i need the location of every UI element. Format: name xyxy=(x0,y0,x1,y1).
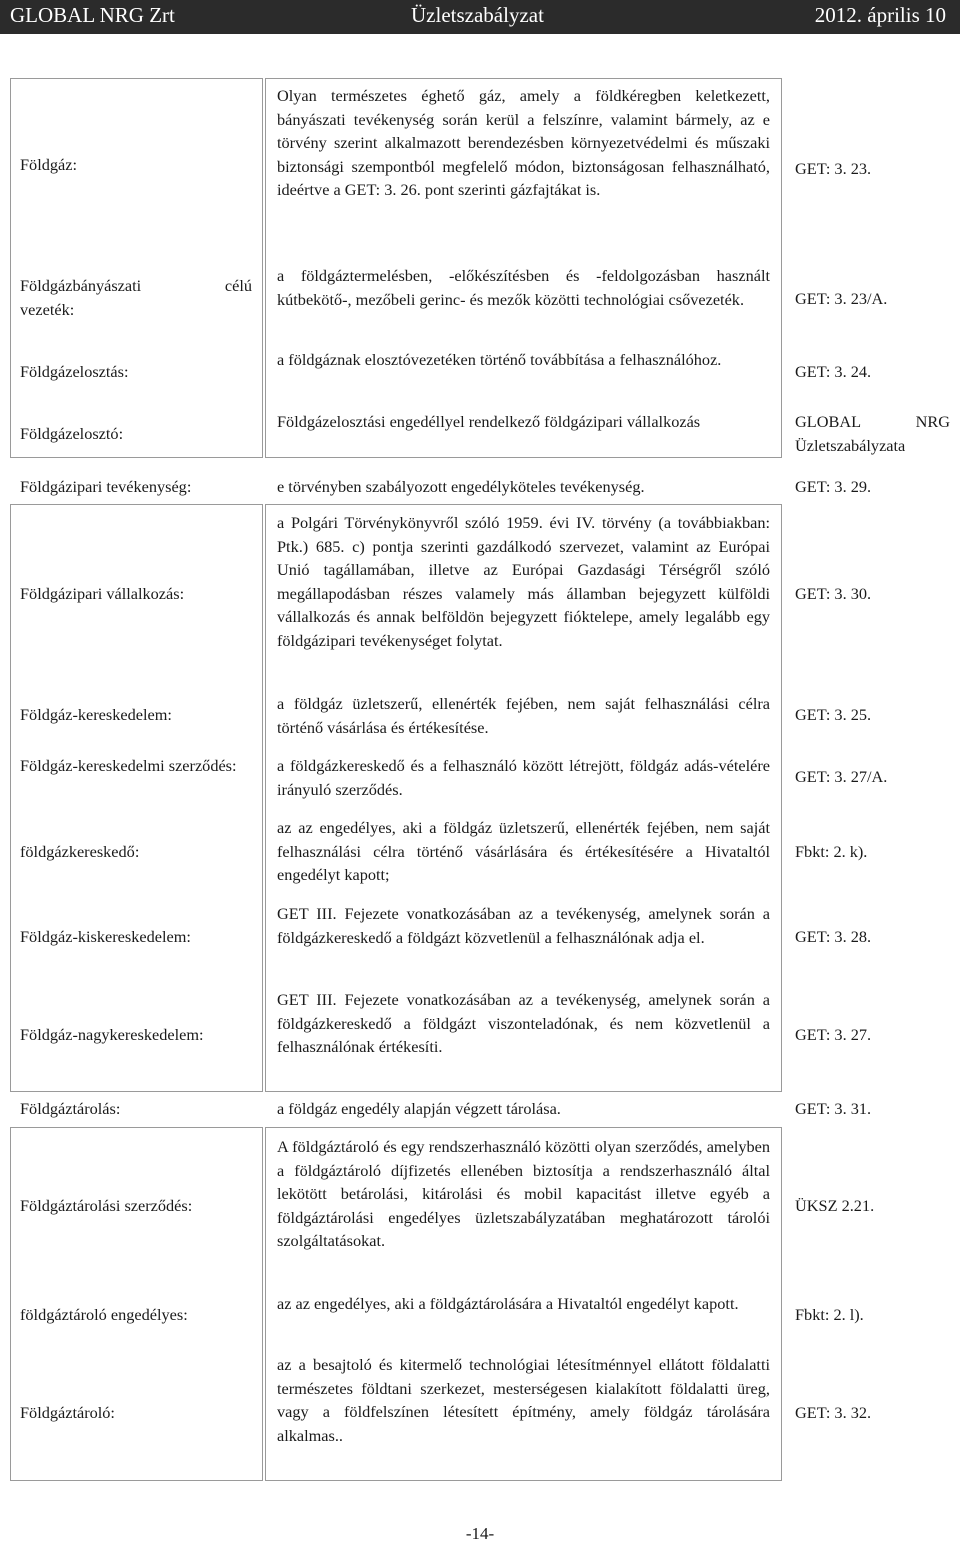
definition-foldgazipari-vallalkozas: a Polgári Törvénykönyvről szóló 1959. évi IV. törvény (a továbbiakban: Ptk.) 685. c) pontja szerinti gazdálkodó szervezet, valamint az Európai Unió tagállamában, illetve az Európai Gazdasági Térségről szóló megállapodásban részes valamely más államban bejegyzett külföldi vállalkozás és annak belföldön bejegyzett fióktelepe, amely legalább egy földgázipari tevékenységet folytat. xyxy=(277,513,770,650)
reference-foldgaztarolasi-szerzodes: ÜKSZ 2.21. xyxy=(795,1196,875,1215)
term-part-1: Földgázbányászati xyxy=(20,276,142,295)
term-foldgaztarolo: Földgáztároló: xyxy=(20,1403,115,1422)
reference-foldgazipari-tevekenyseg: GET: 3. 29. xyxy=(795,477,872,496)
term-foldgaz-kereskedelem: Földgáz-kereskedelem: xyxy=(20,705,172,724)
reference-foldgazipari-vallalkozas: GET: 3. 30. xyxy=(795,584,872,603)
definition-foldgazelosztas: a földgáznak elosztóvezetéken történő továbbítása a felhasználóhoz. xyxy=(277,350,722,369)
definition-foldgaztarolo-engedelyes: az az engedélyes, aki a földgáztárolására a Hivataltól engedélyt kapott. xyxy=(277,1294,739,1313)
reference-foldgaz-kereskedelmi-szerzodes: GET: 3. 27/A. xyxy=(795,767,888,786)
definition-foldgaztarolo: az a besajtoló és kitermelő technológiai létesítménnyel ellátott földalatti természetes földtani szerkezet, mesterségesen kialakított földalatti üreg, vagy a földfelszínen létesített építmény, amely földgáz tárolására alkalmas.. xyxy=(277,1355,770,1445)
term-foldgaztarolas: Földgáztárolás: xyxy=(20,1099,121,1118)
reference-foldgazkereskedo: Fbkt: 2. k). xyxy=(795,842,868,861)
reference-part-2: NRG xyxy=(915,412,950,431)
term-foldgazbanyaszati-vezetek xyxy=(20,274,252,321)
reference-foldgaz: GET: 3. 23. xyxy=(795,159,872,178)
term-column-frame-top xyxy=(10,78,263,458)
header-date: 2012. április 10 xyxy=(814,3,946,27)
page-number: -14- xyxy=(465,1524,495,1543)
definition-foldgaztarolas: a földgáz engedély alapján végzett tárolása. xyxy=(277,1099,561,1118)
definition-foldgazeloszto: Földgázelosztási engedéllyel rendelkező földgázipari vállalkozás xyxy=(277,412,701,431)
term-foldgaztarolo-engedelyes: földgáztároló engedélyes: xyxy=(20,1305,188,1324)
reference-foldgaz-nagykereskedelem: GET: 3. 27. xyxy=(795,1025,872,1044)
definition-foldgaz-kereskedelem: a földgáz üzletszerű, ellenérték fejében, nem saját felhasználási célra történő vásárlása és értékesítése. xyxy=(277,694,770,737)
term-foldgaz: Földgáz: xyxy=(20,155,77,174)
reference-foldgazelosztas: GET: 3. 24. xyxy=(795,362,872,381)
definition-foldgaz-nagykereskedelem: GET III. Fejezete vonatkozásában az a tevékenység, amelynek során a földgázkereskedő a földgázt viszonteladónak, és nem közvetlenül a felhasználónak értékesíti. xyxy=(277,990,770,1056)
term-foldgazeloszto: Földgázelosztó: xyxy=(20,424,124,443)
definition-foldgaztarolasi-szerzodes: A földgáztároló és egy rendszerhasználó közötti olyan szerződés, amelyben a földgáztároló díjfizetés ellenében biztosítja a rendszerhasználó által lekötött betárolási, kitárolási és mobil kapacitást illetve egyéb a földgáztárolási engedélyes üzletszabályzatában meghatározott tárolói szolgáltatásokat. xyxy=(277,1137,770,1250)
term-foldgaz-kereskedelmi-szerzodes: Földgáz-kereskedelmi szerződés: xyxy=(20,756,237,775)
page-header xyxy=(0,0,960,34)
definition-foldgazbanyaszati-vezetek: a földgáztermelésben, -előkészítésben és -feldolgozásban használt kútbekötő-, mezőbeli gerinc- és mezők közötti technológiai csővezeték. xyxy=(277,266,770,309)
term-foldgaz-kiskereskedelem: Földgáz-kiskereskedelem: xyxy=(20,927,191,946)
term-part-3: vezeték: xyxy=(20,299,75,319)
definition-foldgazipari-tevekenyseg: e törvényben szabályozott engedélyköteles tevékenység. xyxy=(277,477,645,496)
term-part-2: célú xyxy=(224,276,252,295)
reference-foldgazeloszto xyxy=(795,410,950,457)
term-foldgazkereskedo: földgázkereskedő: xyxy=(20,842,140,861)
header-title: Üzletszabályzat xyxy=(411,3,544,27)
reference-part-1: GLOBAL xyxy=(795,412,862,431)
reference-foldgazbanyaszati-vezetek: GET: 3. 23/A. xyxy=(795,289,888,308)
reference-foldgaz-kereskedelem: GET: 3. 25. xyxy=(795,705,872,724)
definition-foldgazkereskedo: az az engedélyes, aki a földgáz üzletszerű, ellenérték fejében, nem saját felhasználási célra történő vásárlására és értékesítésére a Hivataltól engedélyt kapott; xyxy=(277,818,770,884)
header-company: GLOBAL NRG Zrt xyxy=(10,3,175,27)
definition-foldgaz-kiskereskedelem: GET III. Fejezete vonatkozásában az a tevékenység, amelynek során a földgázkereskedő a földgázt közvetlenül a felhasználónak adja el. xyxy=(277,904,770,947)
reference-part-3: Üzletszabályzata xyxy=(795,435,906,455)
term-foldgazipari-vallalkozas: Földgázipari vállalkozás: xyxy=(20,584,185,603)
reference-foldgaz-kiskereskedelem: GET: 3. 28. xyxy=(795,927,872,946)
term-foldgazelosztas: Földgázelosztás: xyxy=(20,362,129,381)
term-foldgazipari-tevekenyseg: Földgázipari tevékenység: xyxy=(20,477,192,496)
definition-foldgaz: Olyan természetes éghető gáz, amely a földkéregben keletkezett, bányászati tevékenység során kerül a felszínre, valamint bármely, az e törvény szerint alkalmazott berendezésben környezetvédelmi és műszaki biztonsági szempontból megfelelő módon, biztonságosan felhasználható, ideértve a GET: 3. 26. pont szerinti gázfajtákat is. xyxy=(277,86,770,199)
definition-foldgaz-kereskedelmi-szerzodes: a földgázkereskedő és a felhasználó között létrejött, földgáz adás-vételére irányuló szerződés. xyxy=(277,756,770,799)
term-foldgaz-nagykereskedelem: Földgáz-nagykereskedelem: xyxy=(20,1025,204,1044)
term-foldgaztarolasi-szerzodes: Földgáztárolási szerződés: xyxy=(20,1196,193,1215)
reference-foldgaztarolo-engedelyes: Fbkt: 2. l). xyxy=(795,1305,864,1324)
reference-foldgaztarolas: GET: 3. 31. xyxy=(795,1099,872,1118)
reference-foldgaztarolo: GET: 3. 32. xyxy=(795,1403,872,1422)
